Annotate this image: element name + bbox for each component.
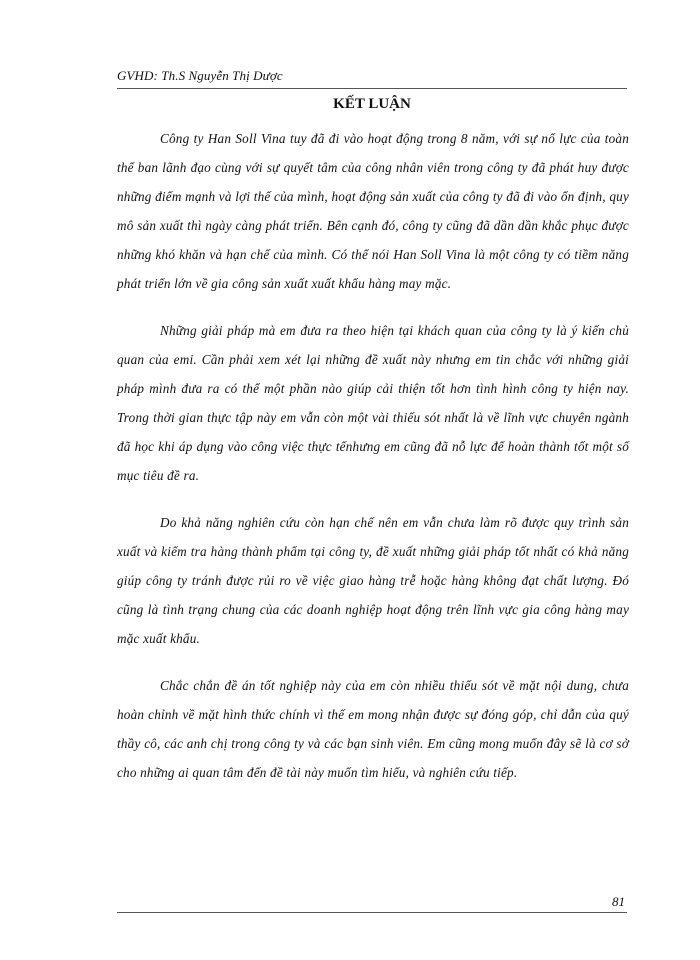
paragraph: Những giải pháp mà em đưa ra theo hiện tại khách quan của công ty là ý kiến chủ quan của emi. Cần phải xem xét lại những đề xuất này nhưng em tin chắc với những giải pháp mình đưa ra có thể một phần nào giúp cải thiện tốt hơn tình hình công ty hiện nay. Trong thời gian thực tập này em vẫn còn một vài thiếu sót nhất là về lĩnh vực chuyên ngành đã học khi áp dụng vào công việc thực tếnhưng em cũng đã nỗ lực để hoàn thành tốt một số mục tiêu đề ra.	[117, 323, 629, 483]
paragraph: Công ty Han Soll Vina tuy đã đi vào hoạt động trong 8 năm, với sự nổ lực của toàn thể ban lãnh đạo cùng với sự quyết tâm của công nhân viên trong công ty đã phát huy được những điểm mạnh và lợi thế của mình, hoạt động sản xuất của công ty đã đi vào ổn định, quy mô sản xuất thì ngày càng phát triển. Bên cạnh đó, công ty cũng đã dần dần khắc phục được những khó khăn và hạn chế của mình. Có thể nói Han Soll Vina là một công ty có tiềm năng phát triển lớn về gia công sản xuất xuất khẩu hàng may mặc.	[117, 131, 629, 291]
page-footer	[117, 890, 627, 913]
header-advisor-text: GVHD: Th.S Nguyễn Thị Dược	[117, 68, 283, 83]
paragraph: Chắc chắn đề án tốt nghiệp này của em còn nhiều thiếu sót về mặt nội dung, chưa hoàn chỉnh về mặt hình thức chính vì thế em mong nhận được sự đóng góp, chỉ dẫn của quý thầy cô, các anh chị trong công ty và các bạn sinh viên. Em cũng mong muốn đây sẽ là cơ sở cho những ai quan tâm đến đề tài này muốn tìm hiểu, và nghiên cứu tiếp.	[117, 678, 629, 780]
paragraph: Do khả năng nghiên cứu còn hạn chế nên em vẫn chưa làm rõ được quy trình sản xuất và kiểm tra hàng thành phẩm tại công ty, đề xuất những giải pháp tốt nhất có khả năng giúp công ty tránh được rủi ro về việc giao hàng trễ hoặc hàng không đạt chất lượng. Đó cũng là tình trạng chung của các doanh nghiệp hoạt động trên lĩnh vực gia công hàng may mặc xuất khẩu.	[117, 515, 629, 646]
page-title: KẾT LUẬN	[333, 96, 411, 112]
page-header	[117, 64, 627, 89]
page-number: 81	[612, 894, 625, 909]
body-text	[117, 124, 629, 805]
